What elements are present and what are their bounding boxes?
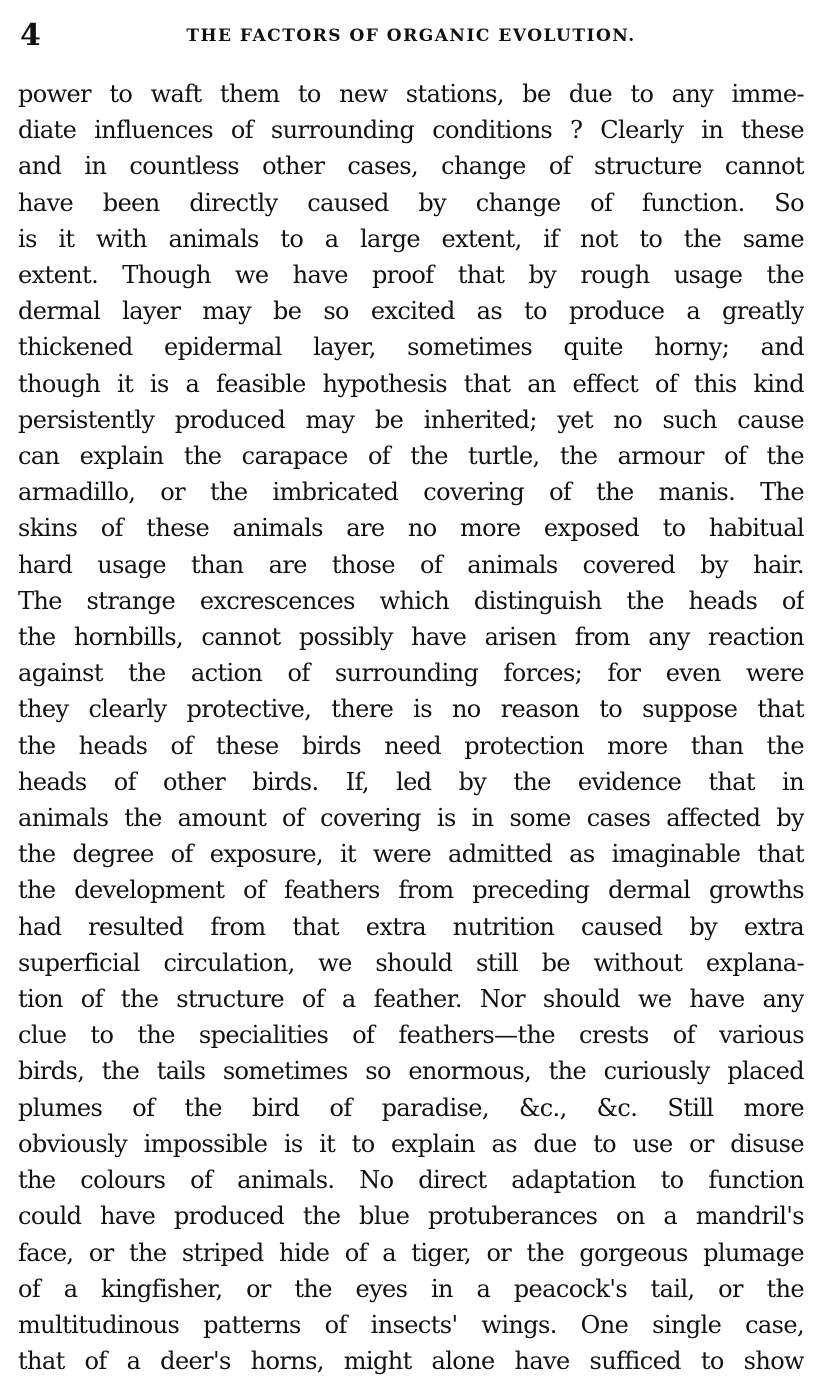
text-line: clue to the specialities of feathers—the crests of various — [18, 1021, 804, 1050]
page-number: 4 — [20, 18, 41, 53]
text-line: skins of these animals are no more exposed to habitual — [18, 514, 804, 543]
text-line: could have produced the blue protuberances on a mandril's — [18, 1202, 804, 1231]
text-line: is it with animals to a large extent, if not to the same — [18, 224, 804, 253]
text-line: that of a deer's horns, might alone have sufficed to show — [18, 1347, 804, 1376]
text-line: thickened epidermal layer, sometimes quite horny; and — [18, 333, 804, 362]
text-line: the hornbills, cannot possibly have arisen from any reaction — [18, 623, 804, 652]
text-line: can explain the carapace of the turtle, the armour of the — [18, 442, 804, 471]
text-line: heads of other birds. If, led by the evidence that in — [18, 767, 804, 796]
text-line: superficial circulation, we should still be without explana- — [18, 948, 804, 977]
text-line: tion of the structure of a feather. Nor should we have any — [18, 985, 804, 1014]
text-line: have been directly caused by change of function. So — [18, 188, 804, 217]
text-line: animals the amount of covering is in some cases affected by — [18, 804, 804, 833]
text-line: diate influences of surrounding conditions ? Clearly in these — [18, 116, 804, 145]
body-text — [18, 76, 804, 1379]
text-line: the development of feathers from preceding dermal growths — [18, 876, 804, 905]
text-line: birds, the tails sometimes so enormous, the curiously placed — [18, 1057, 804, 1086]
text-line: they clearly protective, there is no reason to suppose that — [18, 695, 804, 724]
text-line: the colours of animals. No direct adaptation to function — [18, 1166, 804, 1195]
text-line: armadillo, or the imbricated covering of the manis. The — [18, 478, 804, 507]
text-line: hard usage than are those of animals covered by hair. — [18, 550, 804, 579]
running-title: THE FACTORS OF ORGANIC EVOLUTION. — [186, 26, 636, 46]
text-line: though it is a feasible hypothesis that an effect of this kind — [18, 369, 804, 398]
text-line: extent. Though we have proof that by rough usage the — [18, 261, 804, 290]
text-line: The strange excrescences which distinguish the heads of — [18, 586, 804, 615]
text-line: the degree of exposure, it were admitted as imaginable that — [18, 840, 804, 869]
text-line: persistently produced may be inherited; yet no such cause — [18, 405, 804, 434]
text-line: plumes of the bird of paradise, &c., &c. Still more — [18, 1093, 804, 1122]
text-line: dermal layer may be so excited as to produce a greatly — [18, 297, 804, 326]
text-line: face, or the striped hide of a tiger, or the gorgeous plumage — [18, 1238, 804, 1267]
text-line: had resulted from that extra nutrition caused by extra — [18, 912, 804, 941]
text-line: of a kingfisher, or the eyes in a peacock's tail, or the — [18, 1274, 804, 1303]
text-line: the heads of these birds need protection more than the — [18, 731, 804, 760]
running-head — [18, 18, 804, 58]
text-line: power to waft them to new stations, be due to any imme- — [18, 80, 804, 108]
text-line: multitudinous patterns of insects' wings. One single case, — [18, 1310, 804, 1339]
text-line: obviously impossible is it to explain as due to use or disuse — [18, 1129, 804, 1158]
text-line: against the action of surrounding forces; for even were — [18, 659, 804, 688]
text-line: and in countless other cases, change of structure cannot — [18, 152, 804, 181]
